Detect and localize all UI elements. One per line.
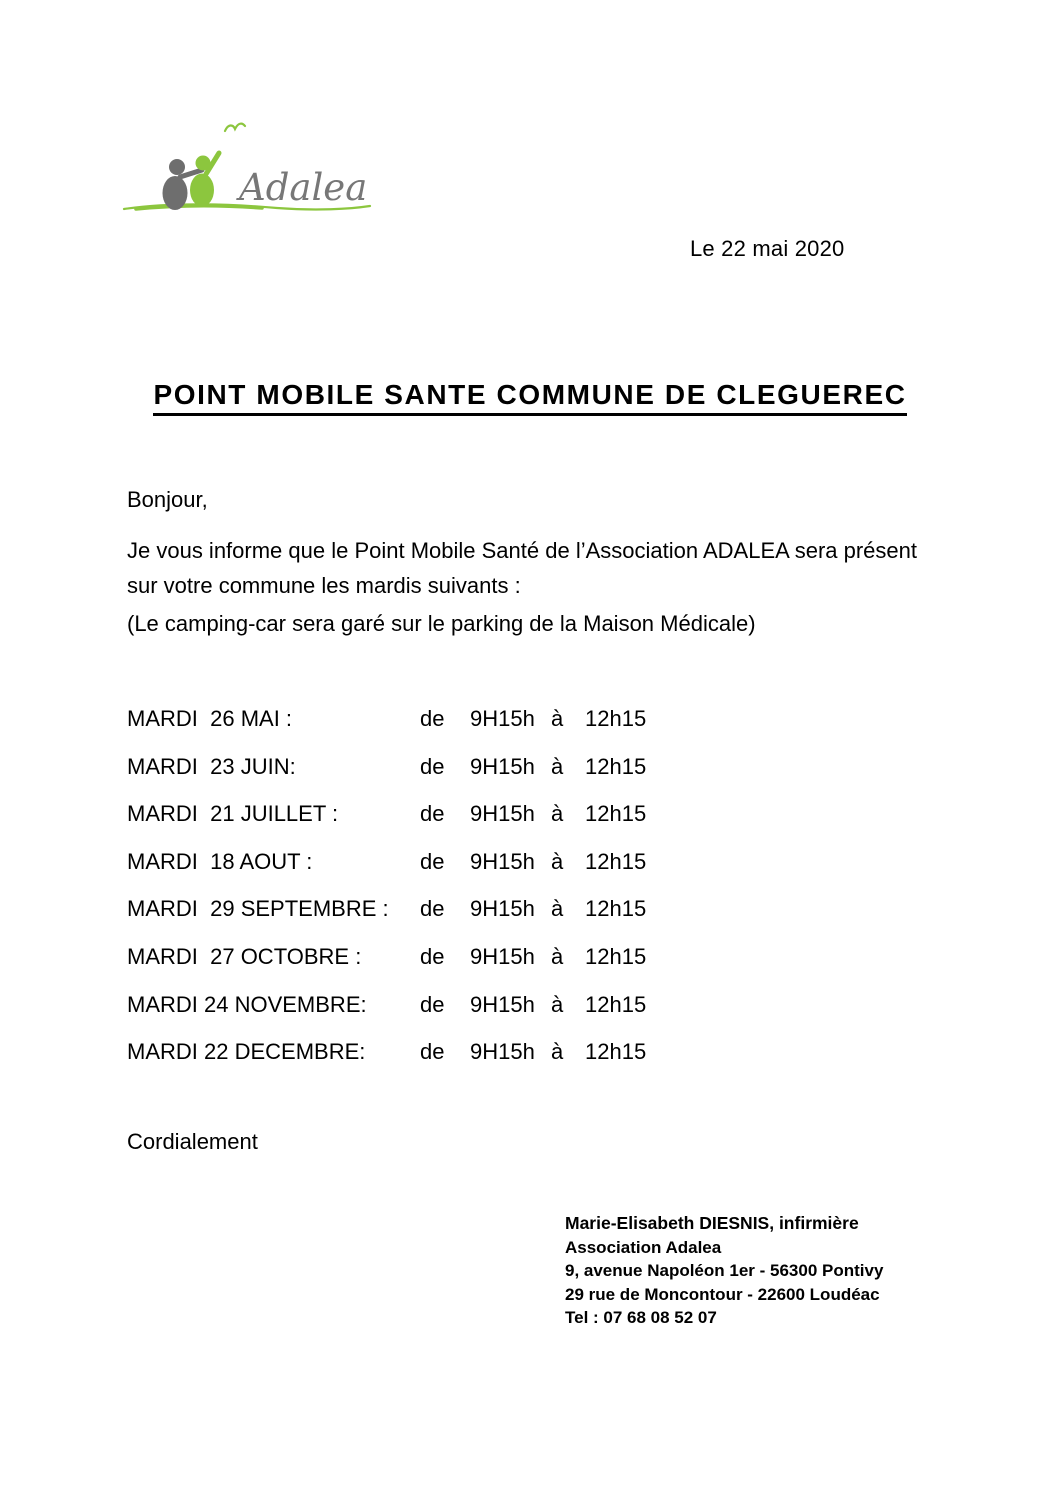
schedule-day-label: MARDI 29 SEPTEMBRE : bbox=[127, 896, 389, 922]
letter-date: Le 22 mai 2020 bbox=[690, 236, 845, 261]
signature-name: Marie-Elisabeth DIESNIS, infirmière bbox=[565, 1213, 859, 1233]
schedule-a-word: à bbox=[551, 1039, 564, 1065]
schedule-row bbox=[127, 896, 687, 944]
greeting-text: Bonjour, bbox=[127, 487, 208, 512]
schedule-row bbox=[127, 1039, 687, 1087]
signature-address-1: 9, avenue Napoléon 1er - 56300 Pontivy bbox=[565, 1261, 884, 1280]
schedule-day-label: MARDI 24 NOVEMBRE: bbox=[127, 991, 367, 1017]
schedule-end-time: 12h15 bbox=[585, 943, 647, 969]
schedule-start-time: 9H15h bbox=[470, 991, 535, 1017]
schedule-a-word: à bbox=[551, 753, 564, 779]
schedule-end-time: 12h15 bbox=[585, 1039, 647, 1065]
schedule-row bbox=[127, 944, 687, 992]
parking-note: (Le camping-car sera garé sur le parking de la Maison Médicale) bbox=[127, 611, 756, 636]
schedule-row bbox=[127, 754, 687, 802]
adalea-logo-graphic bbox=[122, 103, 378, 219]
schedule-day-label: MARDI 21 JUILLET : bbox=[127, 801, 339, 827]
schedule-de-word: de bbox=[420, 943, 445, 969]
schedule-end-time: 12h15 bbox=[585, 848, 647, 874]
schedule-a-word: à bbox=[551, 706, 564, 731]
signature-address-2: 29 rue de Moncontour - 22600 Loudéac bbox=[565, 1284, 880, 1304]
schedule-start-time: 9H15h bbox=[470, 706, 535, 731]
schedule-a-word: à bbox=[551, 896, 564, 922]
schedule-start-time: 9H15h bbox=[470, 753, 535, 779]
schedule-a-word: à bbox=[551, 801, 564, 827]
schedule-de-word: de bbox=[420, 1039, 445, 1065]
schedule-de-word: de bbox=[420, 706, 445, 731]
intro-line-1: Je vous informe que le Point Mobile Santé de l’Association ADALEA sera présent bbox=[127, 538, 918, 563]
schedule-end-time: 12h15 bbox=[585, 706, 647, 731]
bird-icon bbox=[225, 124, 245, 131]
closing-text: Cordialement bbox=[127, 1129, 258, 1154]
green-person-body bbox=[190, 174, 214, 207]
signature-org: Association Adalea bbox=[565, 1237, 722, 1257]
schedule-day-label: MARDI 23 JUIN: bbox=[127, 753, 296, 779]
schedule-end-time: 12h15 bbox=[585, 801, 647, 827]
schedule-a-word: à bbox=[551, 848, 564, 874]
schedule-start-time: 9H15h bbox=[470, 801, 535, 827]
schedule-a-word: à bbox=[551, 991, 564, 1017]
schedule-start-time: 9H15h bbox=[470, 1039, 535, 1065]
schedule-row bbox=[127, 706, 687, 754]
grey-person-head bbox=[169, 159, 185, 175]
intro-line-2: sur votre commune les mardis suivants : bbox=[127, 573, 521, 598]
adalea-logo bbox=[122, 103, 378, 219]
schedule-end-time: 12h15 bbox=[585, 896, 647, 922]
schedule-row bbox=[127, 992, 687, 1040]
schedule-de-word: de bbox=[420, 991, 445, 1017]
schedule-day-label: MARDI 22 DECEMBRE: bbox=[127, 1039, 366, 1065]
schedule-de-word: de bbox=[420, 753, 445, 779]
grey-person-body bbox=[163, 176, 188, 210]
schedule-day-label: MARDI 18 AOUT : bbox=[127, 848, 313, 874]
schedule-a-word: à bbox=[551, 943, 564, 969]
letter-title-row bbox=[127, 379, 933, 416]
letter-title: POINT MOBILE SANTE COMMUNE DE CLEGUEREC bbox=[153, 379, 906, 416]
schedule-de-word: de bbox=[420, 896, 445, 922]
signature-phone: Tel : 07 68 08 52 07 bbox=[565, 1308, 717, 1327]
schedule-row bbox=[127, 801, 687, 849]
schedule-row bbox=[127, 849, 687, 897]
schedule-list bbox=[127, 706, 687, 1087]
schedule-de-word: de bbox=[420, 848, 445, 874]
schedule-de-word: de bbox=[420, 801, 445, 827]
signature-block bbox=[565, 1212, 883, 1330]
intro-paragraph bbox=[127, 533, 939, 603]
schedule-day-label: MARDI 27 OCTOBRE : bbox=[127, 943, 362, 969]
schedule-day-label: MARDI 26 MAI : bbox=[127, 706, 293, 731]
schedule-end-time: 12h15 bbox=[585, 991, 647, 1017]
schedule-end-time: 12h15 bbox=[585, 753, 647, 779]
schedule-start-time: 9H15h bbox=[470, 896, 535, 922]
logo-brand-text: Adalea bbox=[239, 166, 368, 209]
schedule-start-time: 9H15h bbox=[470, 848, 535, 874]
schedule-start-time: 9H15h bbox=[470, 943, 535, 969]
